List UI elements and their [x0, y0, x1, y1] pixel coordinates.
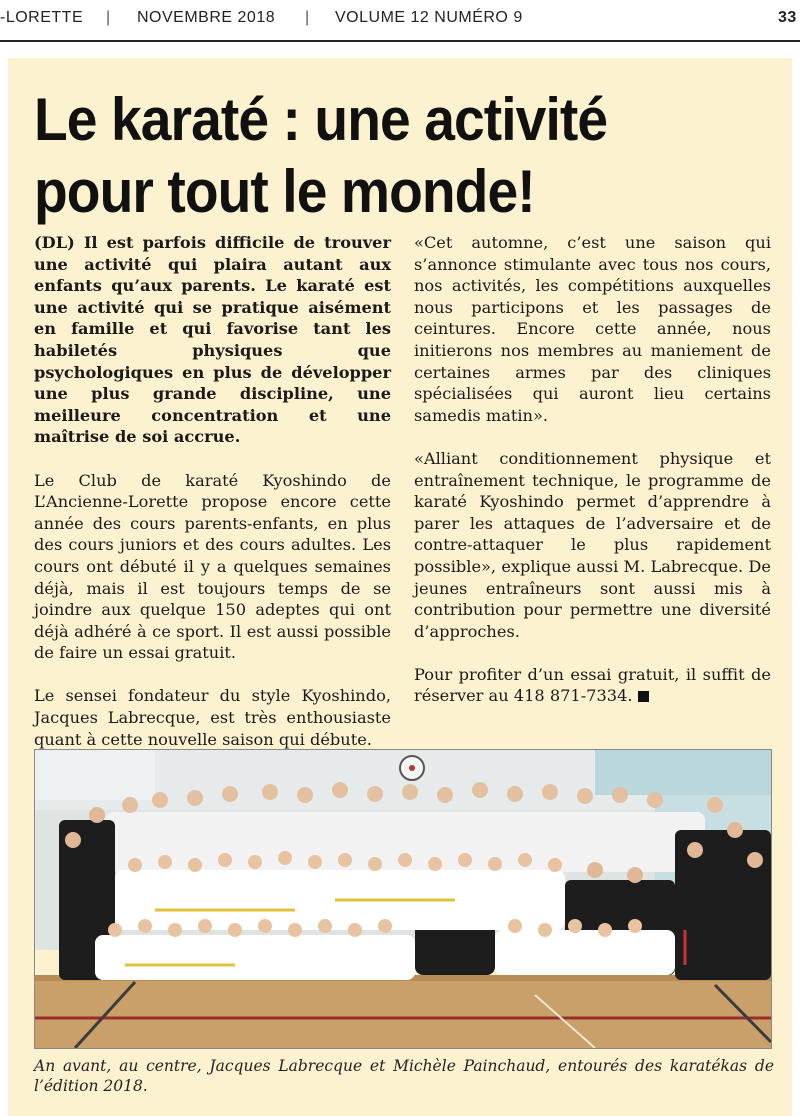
page-header [0, 0, 800, 42]
page-number: 33 [778, 9, 797, 26]
article-paragraph: Le sensei fondateur du style Kyoshindo, Jacques Labrecque, est très enthousiaste quant à cette nouvelle saison qui débute. [34, 686, 391, 749]
photo-caption: An avant, au centre, Jacques Labrecque et Michèle Painchaud, entourés des karatékas de l’édition 2018. [34, 1057, 774, 1095]
article-closing-paragraph [414, 664, 771, 707]
issue-date: NOVEMBRE 2018 [137, 9, 276, 26]
group-photo [34, 749, 772, 1049]
header-separator: | [106, 9, 111, 26]
header-separator: | [305, 9, 310, 26]
article-title: Le karaté : une activité pour tout le monde! [34, 86, 608, 225]
article-lead-paragraph: (DL) Il est parfois difficile de trouver une activité qui plaira autant aux enfants qu’aux parents. Le karaté est une activité qui se pratique aisément en famille et qui favorise tant les habiletés physiques que psychologiques en plus de développer une plus grande discipline, une meilleure concentration et une maîtrise de soi accrue. [34, 233, 391, 447]
article-quote-paragraph: «Cet automne, c’est une saison qui s’annonce stimulante avec tous nos cours, nos activités, les compétitions auxquelles nous participons et les passages de ceintures. Encore cette année, nous initierons nos membres au maniement de certaines armes par des cliniques spécialisées qui auront lieu certains samedis matin». [414, 233, 771, 425]
issue-volume: VOLUME 12 NUMÉRO 9 [335, 9, 523, 26]
article-quote-paragraph: «Alliant conditionnement physique et entraînement technique, le programme de karaté Kyoshindo permet d’apprendre à parer les attaques de l’adversaire et de contre-attaquer le plus rapidement possible», explique aussi M. Labrecque. De jeunes entraîneurs sont aussi mis à contribution pour permettre une diversité d’approches. [414, 448, 771, 641]
end-mark [638, 691, 649, 702]
publication-name: -LORETTE [0, 9, 84, 26]
group-photo-illustration [35, 750, 771, 1048]
article-right-column [414, 232, 771, 729]
article-paragraph: Le Club de karaté Kyoshindo de L’Ancienne-Lorette propose encore cette année des cours parents-enfants, en plus des cours juniors et des cours adultes. Les cours ont débuté il y a quelques semaines déjà, mais il est toujours temps de se joindre aux quelque 150 adeptes qui ont déjà adhéré à ce sport. Il est aussi possible de faire un essai gratuit. [34, 470, 391, 663]
article-left-column [34, 232, 391, 772]
closing-text: Pour profiter d’un essai gratuit, il suffit de réserver au 418 871-7334. [414, 664, 771, 706]
